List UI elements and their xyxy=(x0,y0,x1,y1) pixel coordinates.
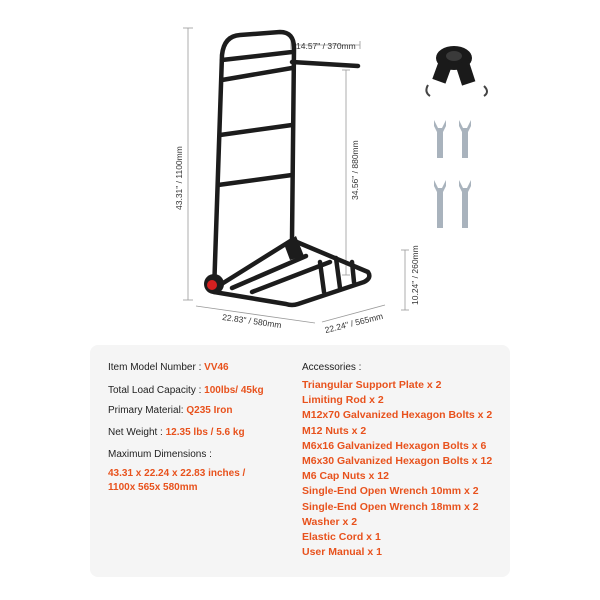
top-width-label: 14.57" / 370mm xyxy=(296,41,356,51)
model-number-row xyxy=(108,362,229,373)
base-depth-label: 22.24" / 565mm xyxy=(323,310,385,336)
accessory-item: M6 Cap Nuts x 12 xyxy=(302,470,389,483)
material-label: Primary Material: xyxy=(108,405,184,416)
load-capacity-value: 100lbs/ 45kg xyxy=(204,385,264,396)
max-dimensions-line1: 43.31 x 22.24 x 22.83 inches / xyxy=(108,468,246,479)
max-dimensions-line2: 1100x 565x 580mm xyxy=(108,482,198,493)
elastic-cord-icon xyxy=(426,46,487,96)
accessories-title: Accessories : xyxy=(302,362,362,373)
material-row xyxy=(108,405,233,416)
model-number-label: Item Model Number : xyxy=(108,362,202,373)
net-weight-label: Net Weight : xyxy=(108,427,163,438)
accessory-item: Elastic Cord x 1 xyxy=(302,530,381,543)
total-height-label: 43.31" / 1100mm xyxy=(174,146,184,210)
accessory-item: User Manual x 1 xyxy=(302,546,382,559)
material-value: Q235 Iron xyxy=(186,405,233,416)
max-dimensions-label: Maximum Dimensions : xyxy=(108,449,212,460)
load-capacity-row xyxy=(108,385,264,396)
accessory-item: M12x70 Galvanized Hexagon Bolts x 2 xyxy=(302,409,493,422)
model-number-value: VV46 xyxy=(204,362,229,373)
accessory-item: Washer x 2 xyxy=(302,515,358,528)
wrench-icons xyxy=(434,120,471,228)
accessory-item: Single-End Open Wrench 18mm x 2 xyxy=(302,500,479,513)
net-weight-row xyxy=(108,427,245,438)
accessory-item: M12 Nuts x 2 xyxy=(302,424,367,437)
inner-height-label: 34.56" / 880mm xyxy=(350,140,360,200)
net-weight-value: 12.35 lbs / 5.6 kg xyxy=(165,427,245,438)
accessories-list xyxy=(302,378,492,560)
accessory-item: Limiting Rod x 2 xyxy=(302,394,384,407)
accessory-item: Triangular Support Plate x 2 xyxy=(302,379,442,391)
accessory-item: Single-End Open Wrench 10mm x 2 xyxy=(302,485,479,498)
accessory-item: M6x16 Galvanized Hexagon Bolts x 6 xyxy=(302,439,487,452)
base-height-label: 10.24" / 260mm xyxy=(410,245,420,305)
base-width-label: 22.83" / 580mm xyxy=(221,311,283,331)
accessory-item: M6x30 Galvanized Hexagon Bolts x 12 xyxy=(302,454,493,467)
load-capacity-label: Total Load Capacity : xyxy=(108,385,202,396)
